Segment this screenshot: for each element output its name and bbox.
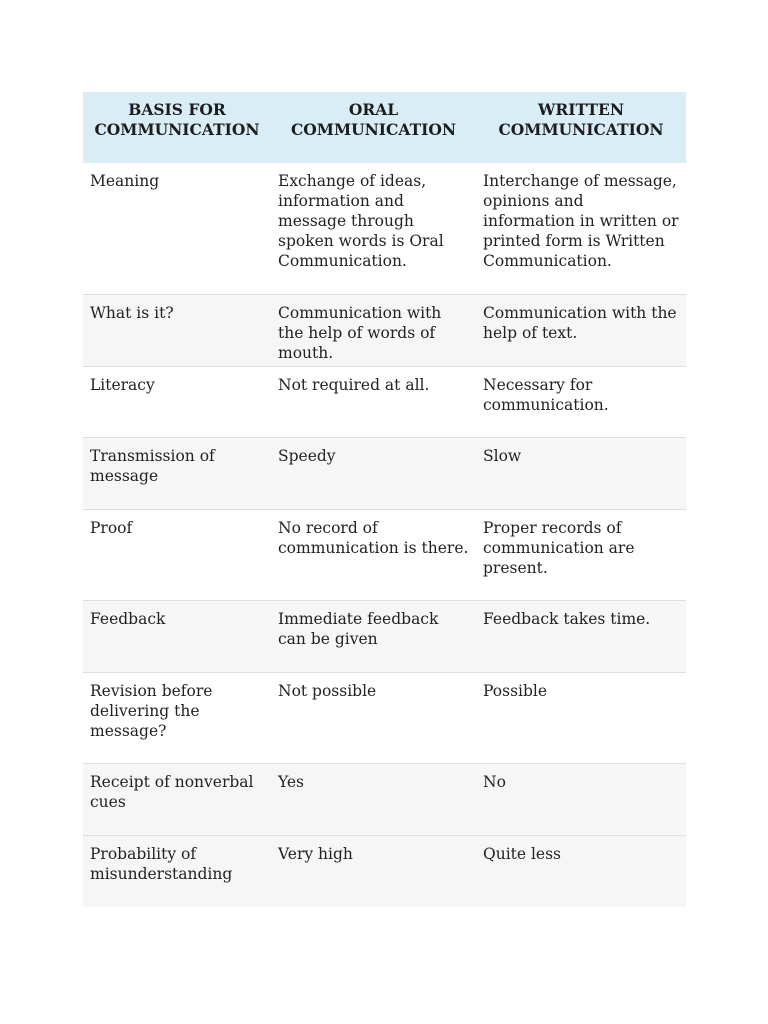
- cell-written: No: [476, 763, 686, 835]
- cell-written: Necessary for communication.: [476, 366, 686, 437]
- table-row: [83, 600, 686, 672]
- cell-written: Quite less: [476, 835, 686, 907]
- cell-basis: Revision before delivering the message?: [83, 672, 271, 763]
- cell-oral: Immediate feedback can be given: [271, 600, 476, 672]
- cell-basis: Receipt of nonverbal cues: [83, 763, 271, 835]
- cell-written: Slow: [476, 437, 686, 509]
- cell-oral: Exchange of ideas, information and message through spoken words is Oral Communication.: [271, 163, 476, 294]
- cell-written: Feedback takes time.: [476, 600, 686, 672]
- table-row: [83, 835, 686, 907]
- cell-basis: What is it?: [83, 294, 271, 366]
- cell-written: Proper records of communication are present.: [476, 509, 686, 600]
- table-body: [83, 163, 686, 907]
- cell-basis: Literacy: [83, 366, 271, 437]
- header-basis: BASIS FOR COMMUNICATION: [83, 92, 271, 163]
- table-row: [83, 509, 686, 600]
- cell-basis: Meaning: [83, 163, 271, 294]
- cell-written: Possible: [476, 672, 686, 763]
- table-row: [83, 437, 686, 509]
- table-row: [83, 366, 686, 437]
- cell-oral: Communication with the help of words of mouth.: [271, 294, 476, 366]
- header-row: [83, 92, 686, 163]
- cell-oral: Yes: [271, 763, 476, 835]
- cell-basis: Proof: [83, 509, 271, 600]
- cell-written: Communication with the help of text.: [476, 294, 686, 366]
- cell-basis: Transmission of message: [83, 437, 271, 509]
- header-oral: ORAL COMMUNICATION: [271, 92, 476, 163]
- cell-written: Interchange of message, opinions and information in written or printed form is Written Communication.: [476, 163, 686, 294]
- comparison-table: [83, 92, 686, 907]
- cell-oral: Very high: [271, 835, 476, 907]
- table-row: [83, 672, 686, 763]
- cell-oral: Speedy: [271, 437, 476, 509]
- cell-basis: Feedback: [83, 600, 271, 672]
- cell-oral: No record of communication is there.: [271, 509, 476, 600]
- header-written: WRITTEN COMMUNICATION: [476, 92, 686, 163]
- table-header: [83, 92, 686, 163]
- cell-basis: Probability of misunderstanding: [83, 835, 271, 907]
- table-row: [83, 163, 686, 294]
- cell-oral: Not possible: [271, 672, 476, 763]
- cell-oral: Not required at all.: [271, 366, 476, 437]
- table-row: [83, 763, 686, 835]
- table-row: [83, 294, 686, 366]
